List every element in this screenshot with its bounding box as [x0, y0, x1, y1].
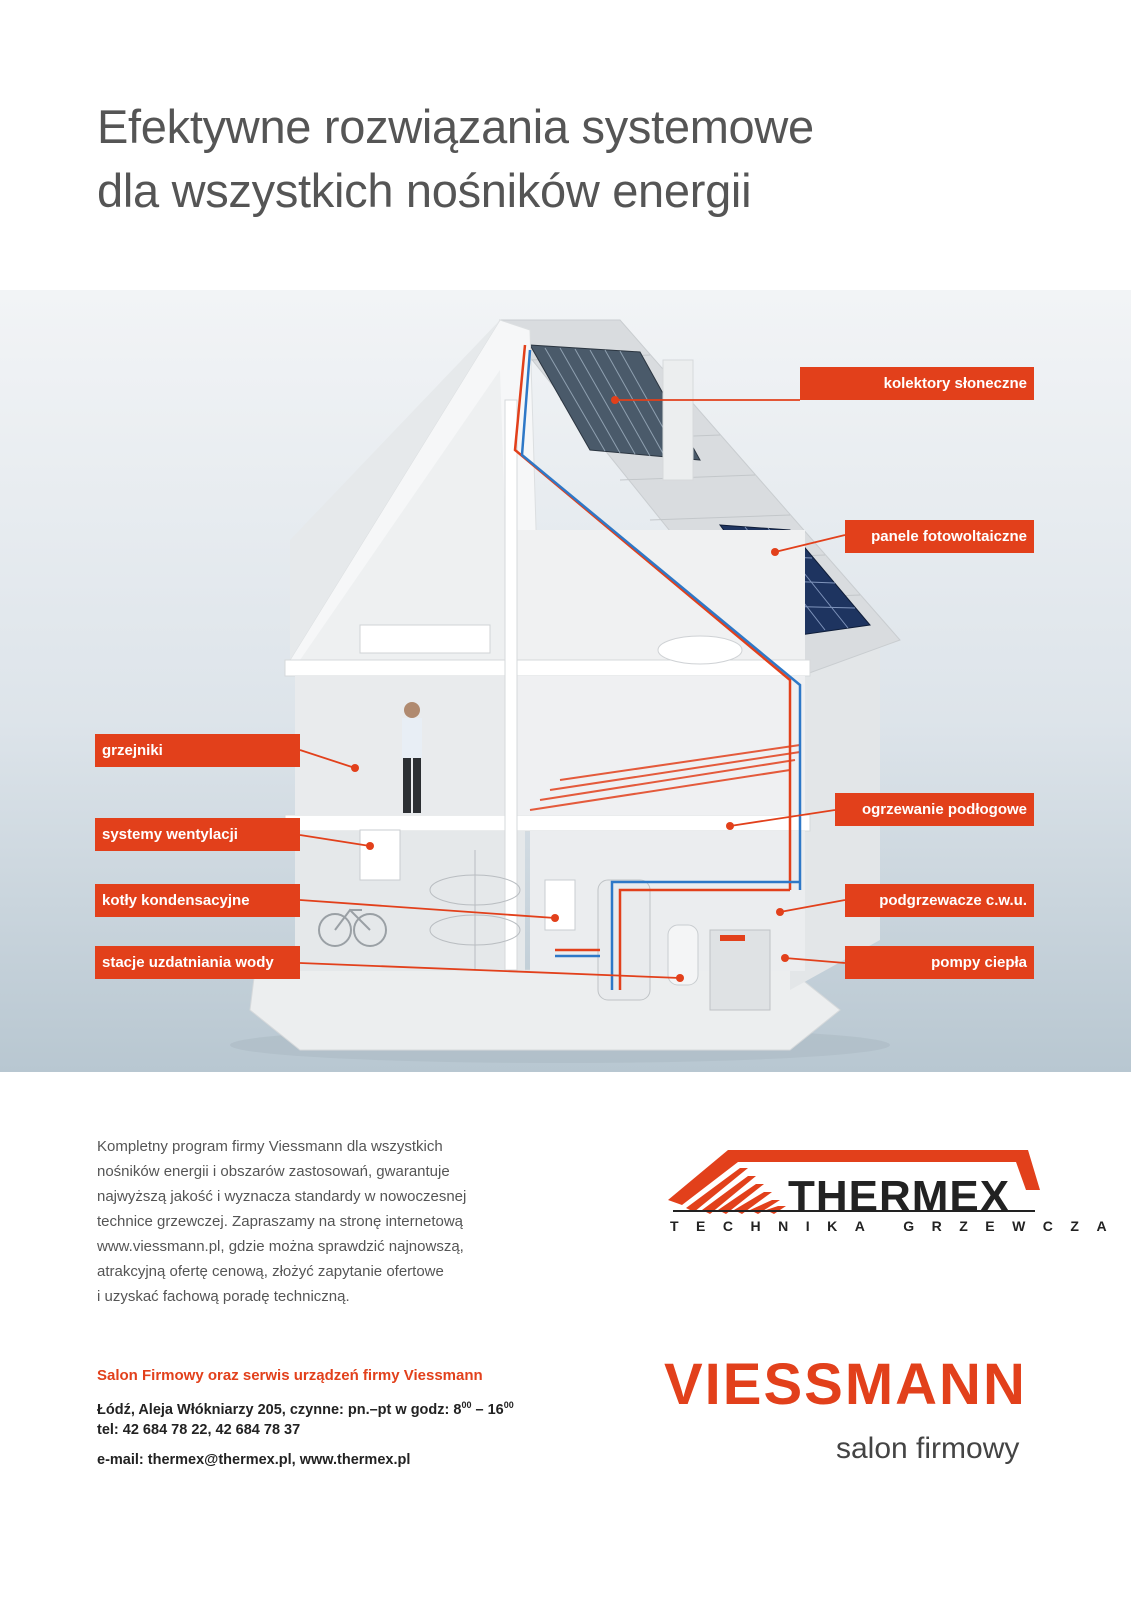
- description-line: nośników energii i obszarów zastosowań, gwarantuje: [97, 1163, 450, 1180]
- callout-radiators: grzejniki: [95, 734, 300, 767]
- callout-solar-collectors: kolektory słoneczne: [800, 367, 1034, 400]
- callout-water-treatment: stacje uzdatniania wody: [95, 946, 300, 979]
- callout-ventilation: systemy wentylacji: [95, 818, 300, 851]
- salon-title: Salon Firmowy oraz serwis urządzeń firmy Viessmann: [97, 1367, 483, 1384]
- contact-phone: tel: 42 684 78 22, 42 684 78 37: [97, 1422, 301, 1438]
- salon-firmowy-label: salon firmowy: [836, 1432, 1020, 1465]
- viessmann-wordmark: VIESSMANN: [664, 1352, 1027, 1417]
- callout-heat-pumps: pompy ciepła: [845, 946, 1034, 979]
- house-illustration: [0, 290, 1131, 1072]
- description: [97, 1134, 557, 1309]
- address-text: Łódź, Aleja Włókniarzy 205, czynne: pn.–pt w godz: 8: [97, 1402, 462, 1418]
- callout-pv-panels: panele fotowoltaiczne: [845, 520, 1034, 553]
- contact-address: [97, 1400, 514, 1418]
- hours-close-minutes: 00: [503, 1400, 514, 1410]
- thermex-wordmark: THERMEX: [788, 1172, 1011, 1221]
- headline: [97, 95, 1057, 223]
- callout-condensing-boilers: kotły kondensacyjne: [95, 884, 300, 917]
- callout-underfloor-heating: ogrzewanie podłogowe: [835, 793, 1034, 826]
- description-line: technice grzewczej. Zapraszamy na stronę internetową: [97, 1213, 464, 1230]
- callout-dhw-heaters: podgrzewacze c.w.u.: [845, 884, 1034, 917]
- description-line: i uzyskać fachową poradę techniczną.: [97, 1288, 350, 1305]
- description-line: atrakcyjną ofertę cenową, złożyć zapytanie ofertowe: [97, 1263, 444, 1280]
- description-line: www.viessmann.pl, gdzie można sprawdzić najnowszą,: [97, 1238, 464, 1255]
- thermex-tagline: TECHNIKA GRZEWCZA: [670, 1218, 1125, 1234]
- hours-separator: – 16: [471, 1402, 504, 1418]
- description-line: najwyższą jakość i wyznacza standardy w nowoczesnej: [97, 1188, 467, 1205]
- description-line: Kompletny program firmy Viessmann dla wszystkich: [97, 1138, 443, 1155]
- headline-line-1: Efektywne rozwiązania systemowe: [97, 100, 814, 153]
- hours-open-minutes: 00: [461, 1400, 472, 1410]
- viessmann-logo: [664, 1345, 1040, 1425]
- thermex-logo: [668, 1150, 1125, 1242]
- contact-email: e-mail: thermex@thermex.pl, www.thermex.pl: [97, 1452, 411, 1468]
- headline-line-2: dla wszystkich nośników energii: [97, 164, 752, 217]
